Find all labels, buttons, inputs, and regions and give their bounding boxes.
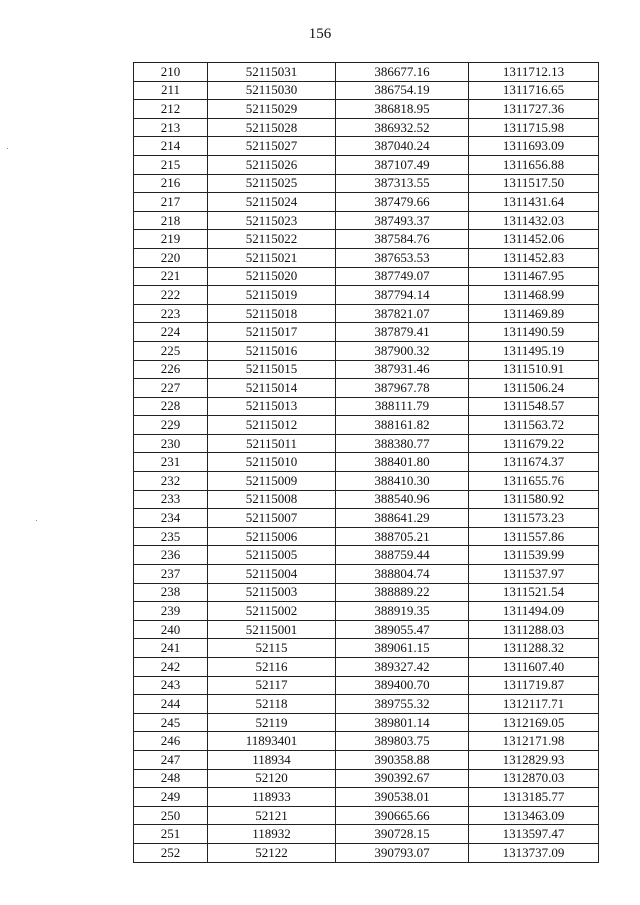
point-id-cell: 52115012 <box>208 416 336 435</box>
table-row <box>134 583 599 602</box>
point-id-cell: 52115031 <box>208 63 336 82</box>
table-row <box>134 323 599 342</box>
coordinates-table <box>133 62 599 863</box>
row-number-cell: 244 <box>134 695 208 714</box>
table-row <box>134 639 599 658</box>
row-number-cell: 250 <box>134 806 208 825</box>
x-coordinate-cell: 388380.77 <box>336 434 469 453</box>
x-coordinate-cell: 387794.14 <box>336 286 469 305</box>
table-row <box>134 267 599 286</box>
point-id-cell: 118934 <box>208 750 336 769</box>
y-coordinate-cell: 1311655.76 <box>469 472 599 491</box>
x-coordinate-cell: 388401.80 <box>336 453 469 472</box>
x-coordinate-cell: 388759.44 <box>336 546 469 565</box>
y-coordinate-cell: 1311679.22 <box>469 434 599 453</box>
table-body <box>134 63 599 863</box>
point-id-cell: 52118 <box>208 695 336 714</box>
row-number-cell: 247 <box>134 750 208 769</box>
y-coordinate-cell: 1312870.03 <box>469 769 599 788</box>
table-row <box>134 230 599 249</box>
x-coordinate-cell: 390665.66 <box>336 806 469 825</box>
point-id-cell: 52115030 <box>208 81 336 100</box>
y-coordinate-cell: 1311715.98 <box>469 118 599 137</box>
x-coordinate-cell: 386932.52 <box>336 118 469 137</box>
row-number-cell: 211 <box>134 81 208 100</box>
x-coordinate-cell: 387900.32 <box>336 341 469 360</box>
x-coordinate-cell: 387931.46 <box>336 360 469 379</box>
y-coordinate-cell: 1312829.93 <box>469 750 599 769</box>
x-coordinate-cell: 388919.35 <box>336 602 469 621</box>
point-id-cell: 52119 <box>208 713 336 732</box>
row-number-cell: 222 <box>134 286 208 305</box>
y-coordinate-cell: 1312169.05 <box>469 713 599 732</box>
point-id-cell: 52115016 <box>208 341 336 360</box>
row-number-cell: 240 <box>134 620 208 639</box>
row-number-cell: 251 <box>134 825 208 844</box>
table-row <box>134 472 599 491</box>
point-id-cell: 11893401 <box>208 732 336 751</box>
row-number-cell: 221 <box>134 267 208 286</box>
x-coordinate-cell: 388540.96 <box>336 490 469 509</box>
row-number-cell: 228 <box>134 397 208 416</box>
row-number-cell: 216 <box>134 174 208 193</box>
point-id-cell: 52115008 <box>208 490 336 509</box>
point-id-cell: 52115003 <box>208 583 336 602</box>
y-coordinate-cell: 1311693.09 <box>469 137 599 156</box>
row-number-cell: 226 <box>134 360 208 379</box>
x-coordinate-cell: 387107.49 <box>336 155 469 174</box>
y-coordinate-cell: 1311431.64 <box>469 193 599 212</box>
row-number-cell: 225 <box>134 341 208 360</box>
y-coordinate-cell: 1311712.13 <box>469 63 599 82</box>
row-number-cell: 238 <box>134 583 208 602</box>
table-row <box>134 695 599 714</box>
table-row <box>134 100 599 119</box>
x-coordinate-cell: 389061.15 <box>336 639 469 658</box>
row-number-cell: 229 <box>134 416 208 435</box>
point-id-cell: 52116 <box>208 658 336 677</box>
row-number-cell: 243 <box>134 676 208 695</box>
table-row <box>134 620 599 639</box>
x-coordinate-cell: 387493.37 <box>336 211 469 230</box>
y-coordinate-cell: 1311288.03 <box>469 620 599 639</box>
x-coordinate-cell: 389755.32 <box>336 695 469 714</box>
point-id-cell: 118932 <box>208 825 336 844</box>
x-coordinate-cell: 387749.07 <box>336 267 469 286</box>
row-number-cell: 230 <box>134 434 208 453</box>
point-id-cell: 52115027 <box>208 137 336 156</box>
y-coordinate-cell: 1311452.83 <box>469 248 599 267</box>
x-coordinate-cell: 388705.21 <box>336 527 469 546</box>
x-coordinate-cell: 387879.41 <box>336 323 469 342</box>
point-id-cell: 52121 <box>208 806 336 825</box>
x-coordinate-cell: 387313.55 <box>336 174 469 193</box>
point-id-cell: 52115026 <box>208 155 336 174</box>
point-id-cell: 52115020 <box>208 267 336 286</box>
y-coordinate-cell: 1311573.23 <box>469 509 599 528</box>
y-coordinate-cell: 1311494.09 <box>469 602 599 621</box>
x-coordinate-cell: 386677.16 <box>336 63 469 82</box>
table-row <box>134 397 599 416</box>
point-id-cell: 52120 <box>208 769 336 788</box>
table-row <box>134 843 599 862</box>
y-coordinate-cell: 1311727.36 <box>469 100 599 119</box>
row-number-cell: 214 <box>134 137 208 156</box>
point-id-cell: 52115004 <box>208 565 336 584</box>
table-row <box>134 509 599 528</box>
x-coordinate-cell: 390728.15 <box>336 825 469 844</box>
table-row <box>134 137 599 156</box>
x-coordinate-cell: 390793.07 <box>336 843 469 862</box>
point-id-cell: 52115005 <box>208 546 336 565</box>
row-number-cell: 232 <box>134 472 208 491</box>
table-row <box>134 118 599 137</box>
table-row <box>134 211 599 230</box>
table-row <box>134 304 599 323</box>
table-row <box>134 341 599 360</box>
table-row <box>134 527 599 546</box>
y-coordinate-cell: 1311510.91 <box>469 360 599 379</box>
row-number-cell: 242 <box>134 658 208 677</box>
x-coordinate-cell: 388111.79 <box>336 397 469 416</box>
row-number-cell: 227 <box>134 379 208 398</box>
x-coordinate-cell: 389327.42 <box>336 658 469 677</box>
table-row <box>134 286 599 305</box>
y-coordinate-cell: 1311537.97 <box>469 565 599 584</box>
point-id-cell: 52115017 <box>208 323 336 342</box>
point-id-cell: 52115007 <box>208 509 336 528</box>
y-coordinate-cell: 1312117.71 <box>469 695 599 714</box>
y-coordinate-cell: 1311467.95 <box>469 267 599 286</box>
y-coordinate-cell: 1312171.98 <box>469 732 599 751</box>
y-coordinate-cell: 1311469.89 <box>469 304 599 323</box>
y-coordinate-cell: 1311521.54 <box>469 583 599 602</box>
x-coordinate-cell: 389803.75 <box>336 732 469 751</box>
x-coordinate-cell: 387040.24 <box>336 137 469 156</box>
y-coordinate-cell: 1313185.77 <box>469 788 599 807</box>
row-number-cell: 219 <box>134 230 208 249</box>
y-coordinate-cell: 1313597.47 <box>469 825 599 844</box>
table-row <box>134 360 599 379</box>
x-coordinate-cell: 386818.95 <box>336 100 469 119</box>
table-row <box>134 602 599 621</box>
table-row <box>134 806 599 825</box>
row-number-cell: 234 <box>134 509 208 528</box>
y-coordinate-cell: 1311432.03 <box>469 211 599 230</box>
point-id-cell: 52122 <box>208 843 336 862</box>
x-coordinate-cell: 388641.29 <box>336 509 469 528</box>
point-id-cell: 52115015 <box>208 360 336 379</box>
y-coordinate-cell: 1313463.09 <box>469 806 599 825</box>
row-number-cell: 237 <box>134 565 208 584</box>
y-coordinate-cell: 1311490.59 <box>469 323 599 342</box>
point-id-cell: 118933 <box>208 788 336 807</box>
point-id-cell: 52115010 <box>208 453 336 472</box>
x-coordinate-cell: 388161.82 <box>336 416 469 435</box>
x-coordinate-cell: 387821.07 <box>336 304 469 323</box>
table-row <box>134 490 599 509</box>
x-coordinate-cell: 390392.67 <box>336 769 469 788</box>
point-id-cell: 52115014 <box>208 379 336 398</box>
point-id-cell: 52115001 <box>208 620 336 639</box>
y-coordinate-cell: 1311468.99 <box>469 286 599 305</box>
y-coordinate-cell: 1311548.57 <box>469 397 599 416</box>
point-id-cell: 52115006 <box>208 527 336 546</box>
row-number-cell: 249 <box>134 788 208 807</box>
table-row <box>134 658 599 677</box>
x-coordinate-cell: 388889.22 <box>336 583 469 602</box>
point-id-cell: 52115022 <box>208 230 336 249</box>
y-coordinate-cell: 1311580.92 <box>469 490 599 509</box>
row-number-cell: 245 <box>134 713 208 732</box>
row-number-cell: 231 <box>134 453 208 472</box>
scan-dot <box>7 148 8 149</box>
point-id-cell: 52115011 <box>208 434 336 453</box>
x-coordinate-cell: 389801.14 <box>336 713 469 732</box>
table-row <box>134 248 599 267</box>
row-number-cell: 223 <box>134 304 208 323</box>
table-row <box>134 416 599 435</box>
point-id-cell: 52115009 <box>208 472 336 491</box>
row-number-cell: 212 <box>134 100 208 119</box>
page-number: 156 <box>308 26 332 42</box>
y-coordinate-cell: 1311563.72 <box>469 416 599 435</box>
table-row <box>134 769 599 788</box>
x-coordinate-cell: 387967.78 <box>336 379 469 398</box>
row-number-cell: 210 <box>134 63 208 82</box>
point-id-cell: 52115018 <box>208 304 336 323</box>
x-coordinate-cell: 389055.47 <box>336 620 469 639</box>
row-number-cell: 218 <box>134 211 208 230</box>
y-coordinate-cell: 1311495.19 <box>469 341 599 360</box>
x-coordinate-cell: 386754.19 <box>336 81 469 100</box>
point-id-cell: 52115013 <box>208 397 336 416</box>
table-row <box>134 546 599 565</box>
table-row <box>134 174 599 193</box>
table-row <box>134 732 599 751</box>
y-coordinate-cell: 1313737.09 <box>469 843 599 862</box>
table-row <box>134 379 599 398</box>
x-coordinate-cell: 390538.01 <box>336 788 469 807</box>
table-row <box>134 750 599 769</box>
row-number-cell: 233 <box>134 490 208 509</box>
y-coordinate-cell: 1311517.50 <box>469 174 599 193</box>
row-number-cell: 224 <box>134 323 208 342</box>
row-number-cell: 217 <box>134 193 208 212</box>
y-coordinate-cell: 1311288.32 <box>469 639 599 658</box>
row-number-cell: 246 <box>134 732 208 751</box>
y-coordinate-cell: 1311656.88 <box>469 155 599 174</box>
row-number-cell: 236 <box>134 546 208 565</box>
row-number-cell: 220 <box>134 248 208 267</box>
x-coordinate-cell: 387584.76 <box>336 230 469 249</box>
row-number-cell: 239 <box>134 602 208 621</box>
table-row <box>134 81 599 100</box>
x-coordinate-cell: 387479.66 <box>336 193 469 212</box>
point-id-cell: 52115021 <box>208 248 336 267</box>
point-id-cell: 52115024 <box>208 193 336 212</box>
row-number-cell: 235 <box>134 527 208 546</box>
y-coordinate-cell: 1311674.37 <box>469 453 599 472</box>
table-row <box>134 453 599 472</box>
point-id-cell: 52115023 <box>208 211 336 230</box>
point-id-cell: 52115029 <box>208 100 336 119</box>
table-row <box>134 434 599 453</box>
table-row <box>134 713 599 732</box>
point-id-cell: 52117 <box>208 676 336 695</box>
y-coordinate-cell: 1311719.87 <box>469 676 599 695</box>
table-row <box>134 193 599 212</box>
table-row <box>134 676 599 695</box>
y-coordinate-cell: 1311452.06 <box>469 230 599 249</box>
table-row <box>134 788 599 807</box>
x-coordinate-cell: 390358.88 <box>336 750 469 769</box>
y-coordinate-cell: 1311716.65 <box>469 81 599 100</box>
row-number-cell: 248 <box>134 769 208 788</box>
y-coordinate-cell: 1311557.86 <box>469 527 599 546</box>
x-coordinate-cell: 387653.53 <box>336 248 469 267</box>
point-id-cell: 52115025 <box>208 174 336 193</box>
row-number-cell: 213 <box>134 118 208 137</box>
table-row <box>134 565 599 584</box>
scan-dot <box>36 520 37 521</box>
y-coordinate-cell: 1311607.40 <box>469 658 599 677</box>
y-coordinate-cell: 1311506.24 <box>469 379 599 398</box>
row-number-cell: 215 <box>134 155 208 174</box>
table-row <box>134 155 599 174</box>
x-coordinate-cell: 388410.30 <box>336 472 469 491</box>
row-number-cell: 241 <box>134 639 208 658</box>
point-id-cell: 52115002 <box>208 602 336 621</box>
point-id-cell: 52115019 <box>208 286 336 305</box>
point-id-cell: 52115028 <box>208 118 336 137</box>
x-coordinate-cell: 389400.70 <box>336 676 469 695</box>
y-coordinate-cell: 1311539.99 <box>469 546 599 565</box>
row-number-cell: 252 <box>134 843 208 862</box>
x-coordinate-cell: 388804.74 <box>336 565 469 584</box>
point-id-cell: 52115 <box>208 639 336 658</box>
table-row <box>134 825 599 844</box>
table-row <box>134 63 599 82</box>
